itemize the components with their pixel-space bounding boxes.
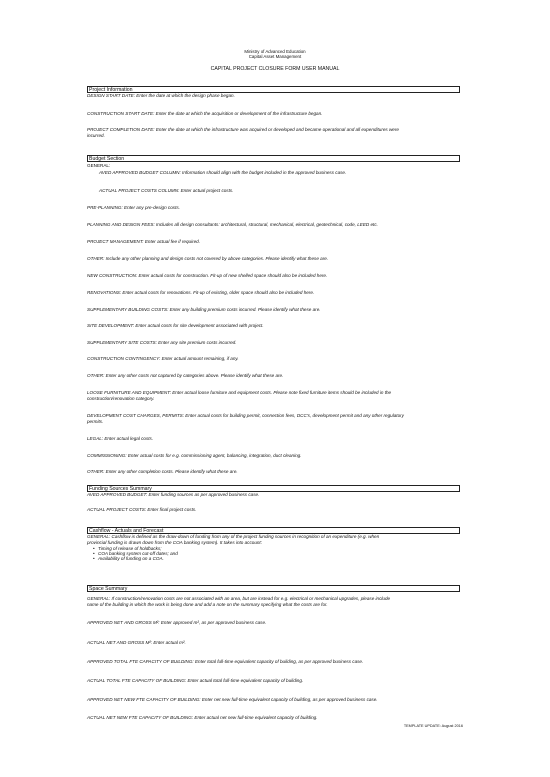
actual-total-fte-text: ACTUAL TOTAL FTE CAPACITY OF BUILDING: Enter actual total full-time equivalent capacity of building.	[87, 678, 304, 683]
cashflow-bullet: • COA banking system cut-off dates; and	[93, 551, 178, 556]
document-title: CAPITAL PROJECT CLOSURE FORM USER MANUAL	[210, 66, 340, 72]
construction-start-date-text: CONSTRUCTION START DATE: Enter the date at which the acquisition or development of the infrastructure began.	[87, 111, 323, 116]
design-start-date-text: DESIGN START DATE: Enter the date at which the design phase began.	[87, 93, 235, 98]
supplementary-building-costs-text: SUPPLEMENTARY BUILDING COSTS: Enter any building premium costs incurred. Please identify what these are.	[87, 307, 321, 312]
planning-design-fees-text: PLANNING AND DESIGN FEES: Includes all design consultants: architectural, structural, mechanical, electrical, geotechnical, code, LEED etc.	[87, 222, 378, 227]
division-name: Capital Asset Management	[248, 54, 302, 59]
section-funding-sources: Funding Sources Summary	[87, 485, 460, 492]
construction-contingency-text: CONSTRUCTION CONTINGENCY: Enter actual amount remaining, if any.	[87, 356, 239, 361]
actual-project-costs-text: ACTUAL PROJECT COSTS: Enter final project costs.	[87, 507, 197, 512]
approved-total-fte-text: APPROVED TOTAL FTE CAPACITY OF BUILDING: Enter total full-time equivalent capacity of building, as per approved business case.	[87, 659, 364, 664]
aved-approved-budget-text: AVED APPROVED BUDGET: Enter funding sources as per approved business case.	[87, 492, 260, 497]
project-completion-date-text: PROJECT COMPLETION DATE: Enter the date at which the infrastructure was acquired or developed and became operational and all expenditures were	[87, 127, 399, 132]
loose-furniture-text: LOOSE FURNITURE AND EQUIPMENT: Enter actual loose furniture and equipment costs. Please note fixed furniture items should be included in the	[87, 390, 392, 395]
actual-project-costs-column-text: ACTUAL PROJECT COSTS COLUMN: Enter actual project costs.	[99, 188, 234, 193]
section-project-information: Project Information	[87, 86, 460, 93]
loose-furniture-text-cont: construction/renovation category.	[87, 396, 155, 401]
actual-net-new-fte-text: ACTUAL NET NEW FTE CAPACITY OF BUILDING: Enter actual net new full-time equivalent capacity of building.	[87, 715, 318, 720]
other-completion-text: OTHER: Enter any other completion costs. Please identify what these are.	[87, 469, 238, 474]
budget-general-label: GENERAL:	[87, 163, 111, 168]
pre-planning-text: PRE-PLANNING: Enter any pre-design costs.	[87, 205, 180, 210]
site-development-text: SITE DEVELOPMENT: Enter actual costs for site development associated with project.	[87, 323, 264, 328]
project-management-text: PROJECT MANAGEMENT: Enter actual fee if required.	[87, 239, 201, 244]
cashflow-bullet: • Availability of funding on a COA.	[93, 556, 164, 561]
new-construction-text: NEW CONSTRUCTION: Enter actual costs for construction. Fit-up of new shelled space should also be included here.	[87, 273, 328, 278]
cashflow-general-text-cont: provincial funding is drawn down from the COA banking system). It takes into account:	[87, 540, 262, 545]
development-cost-charges-text: DEVELOPMENT COST CHARGES, PERMITS: Enter actual costs for building permit, connection fees, DCC's, development permit and any other regulatory	[87, 413, 404, 418]
other-construction-text: OTHER: Enter any other costs not captured by categories above. Please identify what these are.	[87, 373, 284, 378]
approved-net-new-fte-text: APPROVED NET NEW FTE CAPACITY OF BUILDING: Enter net new full-time equivalent capacity of building, as per approved business case.	[87, 697, 378, 702]
section-cashflow: Cashflow - Actuals and Forecast	[87, 527, 460, 534]
cashflow-bullet: • Timing of release of holdbacks;	[93, 546, 162, 551]
legal-text: LEGAL: Enter actual legal costs.	[87, 436, 154, 441]
commissioning-text: COMMISSIONING: Enter actual costs for e.g. commissioning agent, balancing, integration, duct cleaning.	[87, 453, 302, 458]
section-budget: Budget Section	[87, 155, 460, 162]
supplementary-site-costs-text: SUPPLEMENTARY SITE COSTS: Enter any site premium costs incurred.	[87, 340, 237, 345]
actual-net-gross-text: ACTUAL NET AND GROSS M²: Enter actual m².	[87, 640, 186, 645]
ministry-name: Ministry of Advanced Education	[244, 49, 306, 54]
section-space-summary: Space Summary	[87, 585, 460, 592]
approved-net-gross-text: APPROVED NET AND GROSS M²: Enter approved m², as per approved business case.	[87, 620, 267, 625]
project-completion-date-text-cont: incurred.	[87, 133, 105, 138]
renovations-text: RENOVATIONS: Enter actual costs for renovations. Fit-up of existing, older space should also be included here.	[87, 290, 315, 295]
space-general-text-cont: name of the building in which the work is being done and add a note on the summary specifying what the costs are for.	[87, 602, 328, 607]
development-cost-charges-text-cont: permits.	[87, 419, 104, 424]
template-update-footer: TEMPLATE UPDATE: August 2016	[403, 724, 463, 728]
aved-approved-budget-column-text: AVED APPROVED BUDGET COLUMN: Information should align with the budget included in the approved business case.	[99, 170, 347, 175]
cashflow-general-text: GENERAL: Cashflow is defined as the draw-down of funding from any of the project funding sources in recognition of an expenditure (e.g. when	[87, 534, 380, 539]
space-general-text: GENERAL: If construction/renovation costs are not associated with an area, but are instead for e.g. electrical or mechanical upgrades, please include	[87, 596, 391, 601]
other-planning-text: OTHER: Include any other planning and design costs not covered by above categories. Please identify what these are.	[87, 256, 329, 261]
